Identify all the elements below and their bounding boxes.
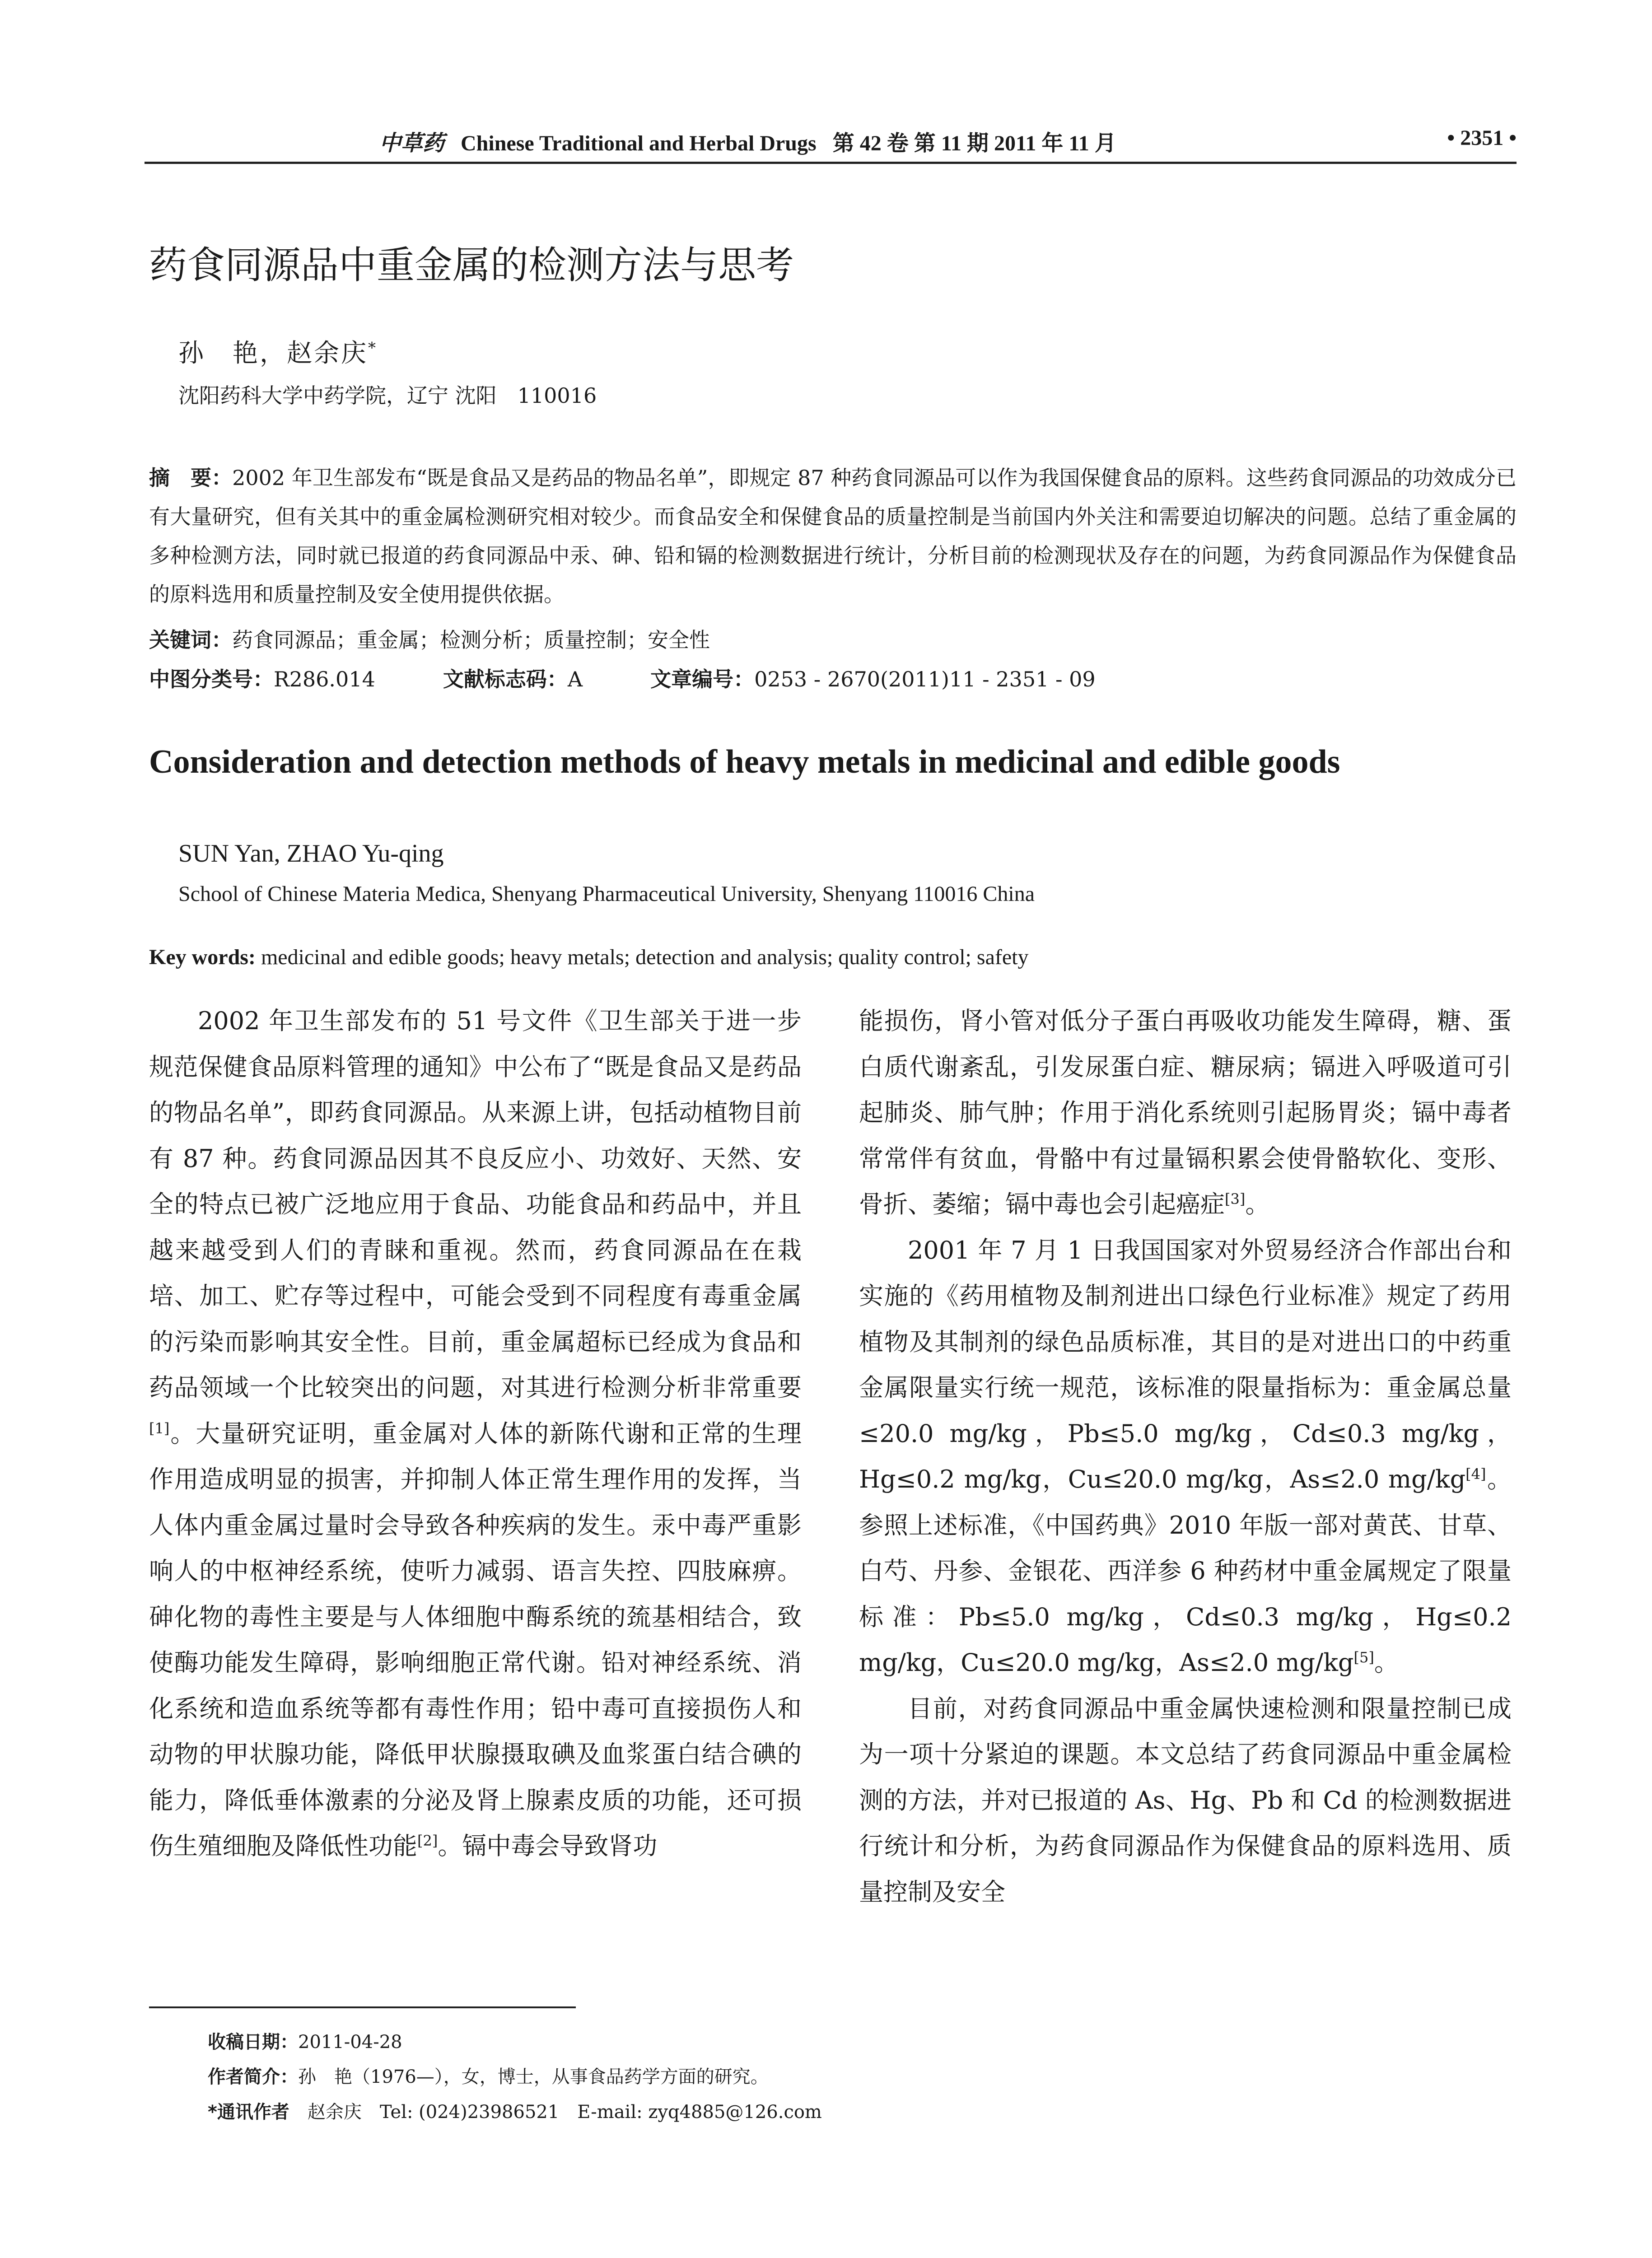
keywords-cn bbox=[149, 624, 710, 653]
issue-info: 第 42 卷 第 11 期 2011 年 11 月 bbox=[832, 131, 1116, 155]
body-text: 。参照上述标准，《中国药典》2010 年版一部对黄芪、甘草、白芍、丹参、金银花、西洋参 6 种药材中重金属规定了限量标准：Pb≤5.0 mg/kg，Cd≤0.3 mg/kg，Hg≤0.2 mg/kg，Cu≤20.0 mg/kg，As≤2.0 mg/kg bbox=[859, 1465, 1512, 1677]
citation-ref[interactable]: [3] bbox=[1225, 1190, 1246, 1208]
footnote-label: 收稿日期： bbox=[208, 2032, 298, 2053]
body-text: 2001 年 7 月 1 日我国国家对外贸易经济合作部出台和实施的《药用植物及制剂进出口绿色行业标准》规定了药用植物及其制剂的绿色品质标准，其目的是对进出口的中药重金属限量实行统一规范，该标准的限量指标为：重金属总量≤20.0 mg/kg，Pb≤5.0 mg/kg，Cd≤0.3 mg/kg，Hg≤0.2 mg/kg，Cu≤20.0 mg/kg，As≤2.0 mg/kg bbox=[859, 1236, 1512, 1493]
abstract-cn bbox=[149, 458, 1517, 614]
footnote-value: 孙 艳（1976—），女，博士，从事食品药学方面的研究。 bbox=[298, 2067, 769, 2087]
journal-name-cn: 中草药 bbox=[379, 131, 445, 156]
authors-cn bbox=[178, 333, 378, 369]
keywords-en-label: Key words: bbox=[149, 945, 256, 969]
body-paragraph bbox=[859, 998, 1512, 1227]
doc-code-value: A bbox=[567, 667, 583, 691]
citation-ref[interactable]: [2] bbox=[417, 1832, 438, 1849]
citation-ref[interactable]: [5] bbox=[1353, 1649, 1374, 1666]
keywords-en bbox=[149, 945, 1029, 970]
body-text: 。镉中毒会导致肾功 bbox=[438, 1832, 658, 1860]
footnote-rule bbox=[149, 2006, 576, 2008]
article-no-label: 文章编号： bbox=[650, 667, 755, 691]
footnote-label: 作者简介： bbox=[208, 2067, 298, 2087]
affiliation-en: School of Chinese Materia Medica, Shenyang Pharmaceutical University, Shenyang 110016 China bbox=[178, 882, 1035, 906]
authors-en: SUN Yan, ZHAO Yu-qing bbox=[178, 840, 444, 868]
body-paragraph bbox=[149, 998, 802, 1869]
citation-ref[interactable]: [1] bbox=[149, 1419, 170, 1437]
body-paragraph bbox=[859, 1227, 1512, 1686]
journal-name-en: Chinese Traditional and Herbal Drugs bbox=[461, 131, 817, 155]
abstract-text: 2002 年卫生部发布“既是食品又是药品的物品名单”，即规定 87 种药食同源品可以作为我国保健食品的原料。这些药食同源品的功效成分已有大量研究，但有关其中的重金属检测研究相对较少。而食品安全和保健食品的质量控制是当前国内外关注和需要迫切解决的问题。总结了重金属的多种检测方法，同时就已报道的药食同源品中汞、砷、铅和镉的检测数据进行统计，分析目前的检测现状及存在的问题，为药食同源品作为保健食品的原料选用和质量控制及安全使用提供依据。 bbox=[149, 466, 1517, 606]
page-number: • 2351 • bbox=[1447, 126, 1517, 150]
abstract-label: 摘 要： bbox=[149, 466, 233, 490]
title-cn: 药食同源品中重金属的检测方法与思考 bbox=[149, 243, 794, 287]
citation-ref[interactable]: [4] bbox=[1465, 1465, 1486, 1483]
footnote-bio bbox=[208, 2062, 769, 2088]
footnote-label: *通讯作者 bbox=[208, 2102, 289, 2123]
title-en: Consideration and detection methods of heavy metals in medicinal and edible goods bbox=[149, 743, 1340, 780]
running-header bbox=[145, 126, 1517, 164]
copyright-footer bbox=[0, 2253, 1652, 2258]
doc-code-label: 文献标志码： bbox=[443, 667, 568, 691]
body-text: 。 bbox=[1245, 1190, 1270, 1218]
body-text: 。大量研究证明，重金属对人体的新陈代谢和正常的生理作用造成明显的损害，并抑制人体正常生理作用的发挥，当人体内重金属过量时会导致各种疾病的发生。汞中毒严重影响人的中枢神经系统，使听力减弱、语言失控、四肢麻痹。砷化物的毒性主要是与人体细胞中酶系统的巯基相结合，致使酶功能发生障碍，影响细胞正常代谢。铅对神经系统、消化系统和造血系统等都有毒性作用；铅中毒可直接损伤人和动物的甲状腺功能，降低甲状腺摄取碘及血浆蛋白结合碘的能力，降低垂体激素的分泌及肾上腺素皮质的功能，还可损伤生殖细胞及降低性功能 bbox=[149, 1419, 802, 1860]
article-no-value: 0253 - 2670(2011)11 - 2351 - 09 bbox=[754, 667, 1096, 691]
keywords-cn-label: 关键词： bbox=[149, 628, 232, 652]
clc-label: 中图分类号： bbox=[149, 667, 274, 691]
body-paragraph bbox=[859, 1686, 1512, 1915]
body-column-right bbox=[859, 998, 1512, 1915]
corresponding-mark: * bbox=[368, 339, 378, 357]
body-text: 。 bbox=[1374, 1648, 1399, 1677]
keywords-en-text: medicinal and edible goods; heavy metals; detection and analysis; quality control; safety bbox=[261, 945, 1029, 969]
keywords-cn-text: 药食同源品；重金属；检测分析；质量控制；安全性 bbox=[232, 628, 710, 652]
footnote-received bbox=[208, 2028, 402, 2053]
body-text: 能损伤，肾小管对低分子蛋白再吸收功能发生障碍，糖、蛋白质代谢紊乱，引发尿蛋白症、糖尿病；镉进入呼吸道可引起肺炎、肺气肿；作用于消化系统则引起肠胃炎；镉中毒者常常伴有贫血，骨骼中有过量镉积累会使骨骼软化、变形、骨折、萎缩；镉中毒也会引起癌症 bbox=[859, 1007, 1512, 1218]
clc-value: R286.014 bbox=[274, 667, 375, 691]
header-journal-line bbox=[379, 126, 1116, 157]
authors-cn-names: 孙 艳，赵余庆 bbox=[178, 339, 368, 368]
classification-line bbox=[149, 663, 1096, 693]
footnote-corresponding bbox=[208, 2098, 822, 2123]
body-text: 2002 年卫生部发布的 51 号文件《卫生部关于进一步规范保健食品原料管理的通知》中公布了“既是食品又是药品的物品名单”，即药食同源品。从来源上讲，包括动植物目前有 87 种。药食同源品因其不良反应小、功效好、天然、安全的特点已被广泛地应用于食品、功能食品和药品中，并且越来越受到人们的青睐和重视。然而，药食同源品在在栽培、加工、贮存等过程中，可能会受到不同程度有毒重金属的污染而影响其安全性。目前，重金属超标已经成为食品和药品领域一个比较突出的问题，对其进行检测分析非常重要 bbox=[149, 1007, 802, 1402]
footnote-value: 2011-04-28 bbox=[298, 2032, 402, 2053]
body-text: 目前，对药食同源品中重金属快速检测和限量控制已成为一项十分紧迫的课题。本文总结了药食同源品中重金属检测的方法，并对已报道的 As、Hg、Pb 和 Cd 的检测数据进行统计和分析，为药食同源品作为保健食品的原料选用、质量控制及安全 bbox=[859, 1694, 1512, 1906]
affiliation-cn: 沈阳药科大学中药学院，辽宁 沈阳 110016 bbox=[178, 383, 597, 408]
footnote-value: 赵余庆 Tel: (024)23986521 E-mail: zyq4885@126.com bbox=[307, 2102, 822, 2123]
body-column-left bbox=[149, 998, 802, 1869]
